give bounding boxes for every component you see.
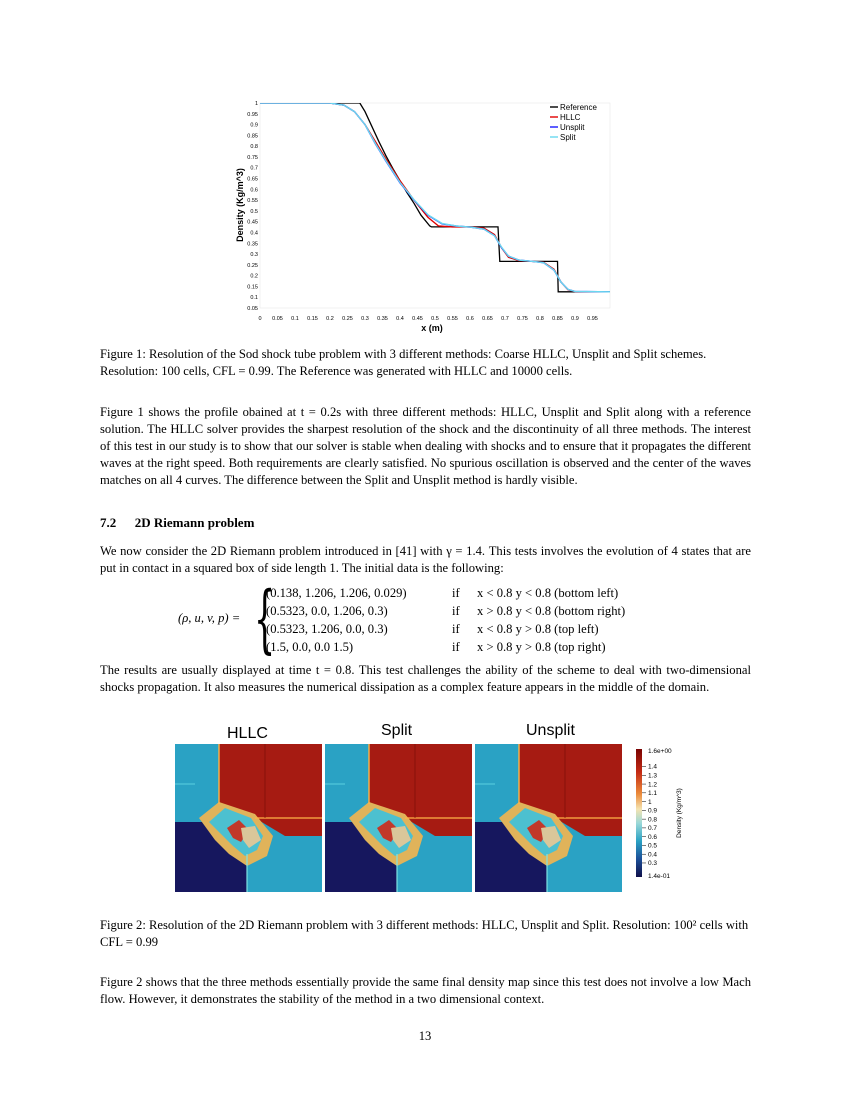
density-colorbar: [630, 745, 700, 880]
y-tick-label: 0.3: [250, 252, 258, 259]
x-tick-label: 0.5: [431, 316, 439, 322]
y-axis-label: Density (Kg/m^3): [235, 168, 245, 242]
panel-title-unsplit: Unsplit: [526, 722, 575, 739]
colorbar-ticks: [642, 764, 657, 867]
x-tick-label: 0.85: [552, 316, 563, 322]
y-tick-label: 0.2: [250, 273, 258, 280]
y-tick-label: 0.05: [247, 306, 258, 312]
colorbar-max-label: 1.6e+00: [648, 748, 672, 755]
y-tick-labels: [247, 101, 258, 312]
x-axis-label: x (m): [421, 323, 443, 333]
y-tick-label: 0.35: [247, 241, 258, 248]
y-tick-label: 0.45: [247, 219, 258, 226]
x-tick-label: 0.6: [466, 316, 474, 322]
legend-label: Unsplit: [560, 123, 585, 132]
legend-label: Split: [560, 133, 576, 142]
y-tick-label: 0.25: [247, 262, 258, 269]
x-tick-label: 0.55: [447, 316, 458, 322]
y-tick-label: 0.65: [247, 176, 258, 183]
x-tick-label: 0.15: [307, 316, 318, 322]
y-tick-label: 0.8: [250, 144, 258, 151]
x-tick-label: 0.9: [571, 316, 579, 322]
colorbar-tick-label: 0.4: [648, 851, 658, 859]
y-tick-label: 0.85: [247, 133, 258, 140]
y-tick-label: 0.95: [247, 111, 258, 118]
x-tick-label: 0.25: [342, 316, 353, 322]
colorbar-tick-label: 0.5: [648, 842, 658, 850]
y-tick-label: 0.6: [250, 187, 258, 194]
x-tick-label: 0.75: [517, 316, 528, 322]
x-tick-label: 0.3: [361, 316, 369, 322]
figure-1-caption: Figure 1: Resolution of the Sod shock tube problem with 3 different methods: Coarse HLLC, Unsplit and Split schemes. Resolution: 100 cells, CFL = 0.99. The Reference was generated with HLLC and 10000 cells.: [100, 347, 707, 378]
y-tick-label: 0.55: [247, 198, 258, 205]
colorbar-tick-label: 1.4: [648, 763, 658, 771]
colorbar-tick-label: 1: [648, 798, 652, 806]
sod-density-chart: [230, 95, 615, 335]
legend-label: Reference: [560, 103, 597, 112]
y-tick-label: 1: [254, 101, 258, 107]
equation-brace: {: [254, 576, 276, 662]
x-tick-label: 0: [258, 316, 262, 322]
y-tick-label: 0.75: [247, 154, 258, 161]
initial-data-equation: (ρ, u, v, p) = { (0.138, 1.206, 1.206, 0.029) if x < 0.8 y < 0.8 (bottom left) (0.5323, 0.0, 1.206, 0.3) if x > 0.8 y < 0.8 (bottom right) (0.5323, 1.206, 0.0, 0.3) if x < 0.8 y > 0.8 (top left) (1.5, 0.0, 0.0 1.5) if x > 0.8 y > 0.8 (top right): [178, 576, 626, 662]
panel-title-hllc: HLLC: [227, 725, 268, 742]
panel-title-split: Split: [381, 722, 413, 739]
density-map-hllc: [175, 744, 322, 892]
colorbar-gradient: [636, 749, 642, 877]
colorbar-title: Density (Kg/m^3): [676, 788, 683, 838]
y-tick-label: 0.9: [250, 122, 258, 129]
y-tick-label: 0.7: [250, 165, 258, 172]
x-tick-label: 0.45: [412, 316, 423, 322]
colorbar-tick-label: 0.7: [648, 825, 658, 833]
x-tick-labels: [258, 316, 597, 322]
x-tick-label: 0.65: [482, 316, 493, 322]
colorbar-tick-label: 1.1: [648, 790, 658, 798]
colorbar-tick-label: 1.2: [648, 781, 658, 789]
figure-2-caption: Figure 2: Resolution of the 2D Riemann problem with 3 different methods: HLLC, Unsplit and Split. Resolution: 100² cells with CFL = 0.99: [100, 918, 749, 949]
section-heading: [100, 515, 254, 531]
x-tick-label: 0.05: [272, 316, 283, 322]
y-tick-label: 0.1: [250, 295, 258, 302]
legend-label: HLLC: [560, 113, 581, 122]
paragraph-figure-2-discussion: Figure 2 shows that the three methods essentially provide the same final density map since this test does not involve a low Mach flow. However, it demonstrates the stability of the method in a two dimensional context.: [100, 975, 751, 1006]
density-map-split: [325, 744, 472, 892]
paragraph-results-time: The results are usually displayed at time t = 0.8. This test challenges the ability of the scheme to deal with two-dimensional shocks propagation. It also measures the numerical dissipation as a complex feature appears in the middle of the domain.: [100, 663, 751, 694]
colorbar-tick-label: 0.8: [648, 816, 658, 824]
y-tick-label: 0.4: [250, 230, 258, 237]
colorbar-min-label: 1.4e-01: [648, 873, 671, 880]
density-map-unsplit: [475, 744, 622, 892]
x-tick-label: 0.1: [291, 316, 299, 322]
x-tick-label: 0.4: [396, 316, 404, 322]
section-number: 7.2: [100, 515, 117, 530]
colorbar-tick-label: 1.3: [648, 772, 658, 780]
x-tick-label: 0.2: [326, 316, 334, 322]
x-tick-label: 0.8: [536, 316, 544, 322]
y-tick-label: 0.5: [250, 208, 258, 215]
x-tick-label: 0.7: [501, 316, 509, 322]
colorbar-tick-label: 0.3: [648, 860, 658, 868]
section-title: 2D Riemann problem: [134, 515, 255, 530]
paragraph-figure-1-discussion: Figure 1 shows the profile obained at t = 0.2s with three different methods: HLLC, Unsplit and Split along with a reference solution. The HLLC solver provides the sharpest resolution of the shock and the discontinuity of all three methods. The interest of this test in our study is to show that our solver is stable when dealing with shocks and to ensure that it propagates the different waves at the right speed. Both requirements are clearly satisfied. No spurious oscillation is observed and the center of the waves matches on all 4 curves. The difference between the Split and Unsplit method is hardly visible.: [100, 405, 751, 487]
x-tick-label: 0.35: [377, 316, 388, 322]
y-tick-label: 0.15: [247, 284, 258, 291]
paragraph-riemann-intro: We now consider the 2D Riemann problem introduced in [41] with γ = 1.4. This tests involves the evolution of 4 states that are put in contact in a squared box of side length 1. The initial data is the following:: [100, 544, 751, 575]
page-number: 13: [418, 1029, 432, 1043]
x-tick-label: 0.95: [587, 316, 598, 322]
colorbar-tick-label: 0.6: [648, 833, 658, 841]
colorbar-tick-label: 0.9: [648, 807, 658, 815]
equation-lhs: (ρ, u, v, p) =: [178, 611, 241, 625]
